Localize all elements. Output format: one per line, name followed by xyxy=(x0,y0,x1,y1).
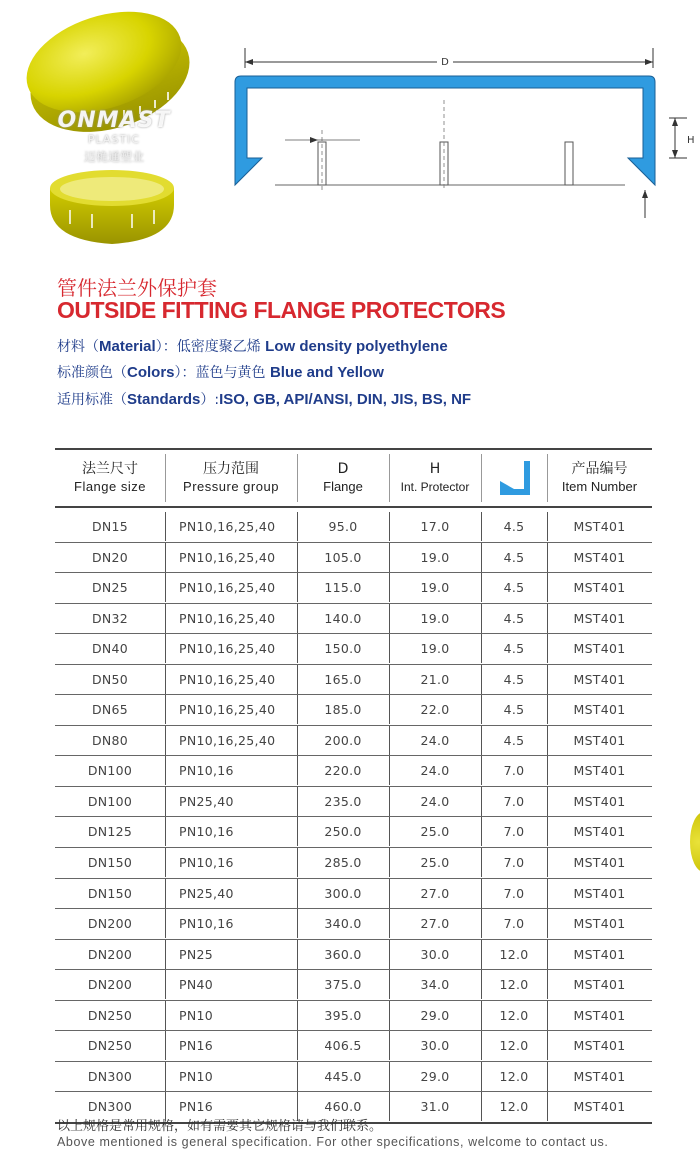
cell-divider xyxy=(481,726,482,755)
cell-divider xyxy=(547,1001,548,1030)
header-en: Flange xyxy=(323,479,363,494)
cell-item-number: MST401 xyxy=(573,763,626,779)
cell-divider xyxy=(547,665,548,694)
cell-divider xyxy=(297,665,298,694)
dimension-h-label: H xyxy=(687,135,695,146)
cell-thickness: 7.0 xyxy=(503,885,525,901)
cell-divider xyxy=(389,573,390,602)
cell-h: 34.0 xyxy=(420,977,450,993)
cell-flange-size: DN100 xyxy=(87,763,133,779)
cell-divider xyxy=(481,695,482,724)
cell-pressure-group: PN25,40 xyxy=(179,793,234,809)
cell-divider xyxy=(547,573,548,602)
cell-flange-size: DN300 xyxy=(87,1068,133,1084)
cell-divider xyxy=(547,940,548,969)
cell-divider xyxy=(389,512,390,541)
cell-pressure-group: PN25,40 xyxy=(179,885,234,901)
cell-divider xyxy=(165,695,166,724)
header-cn: 压力范围 xyxy=(203,461,259,477)
table-row xyxy=(55,726,652,757)
spec-colors-prefix: 标准颜色 xyxy=(57,365,113,381)
cell-divider xyxy=(389,940,390,969)
cell-divider xyxy=(297,1031,298,1060)
brand-cn: 迈桅通塑业 xyxy=(83,150,144,164)
cell-divider xyxy=(165,634,166,663)
cell-h: 24.0 xyxy=(420,793,450,809)
table-row xyxy=(55,1001,652,1032)
cell-thickness: 4.5 xyxy=(503,671,525,687)
cell-divider xyxy=(165,970,166,999)
cell-divider xyxy=(481,634,482,663)
spec-table xyxy=(55,448,652,1124)
cell-divider xyxy=(297,817,298,846)
cell-d: 150.0 xyxy=(324,641,362,657)
cell-flange-size: DN65 xyxy=(91,702,129,718)
cell-flange-size: DN200 xyxy=(87,977,133,993)
cell-divider xyxy=(481,543,482,572)
cell-thickness: 4.5 xyxy=(503,641,525,657)
cell-pressure-group: PN10 xyxy=(179,1007,213,1023)
cell-divider xyxy=(389,1092,390,1121)
cell-thickness: 12.0 xyxy=(499,1068,529,1084)
cell-divider xyxy=(389,848,390,877)
cell-h: 30.0 xyxy=(420,1038,450,1054)
cell-d: 300.0 xyxy=(324,885,362,901)
cell-h: 25.0 xyxy=(420,855,450,871)
cell-divider xyxy=(547,726,548,755)
cell-divider xyxy=(297,1062,298,1091)
cell-item-number: MST401 xyxy=(573,641,626,657)
header-pressure-group xyxy=(165,450,297,506)
cell-flange-size: DN20 xyxy=(91,549,129,565)
table-row xyxy=(55,940,652,971)
cell-item-number: MST401 xyxy=(573,519,626,534)
cell-thickness: 7.0 xyxy=(503,763,525,779)
cell-divider xyxy=(547,604,548,633)
cell-d: 395.0 xyxy=(324,1007,362,1023)
cell-item-number: MST401 xyxy=(573,1099,626,1115)
cell-item-number: MST401 xyxy=(573,885,626,901)
cell-item-number: MST401 xyxy=(573,702,626,718)
header-flange-size xyxy=(55,450,165,506)
spec-colors: 标准颜色（Colors）：蓝色与黄色 Blue and Yellow xyxy=(57,364,384,381)
table-row xyxy=(55,1062,652,1093)
cell-divider xyxy=(389,970,390,999)
cell-divider xyxy=(481,665,482,694)
cell-divider xyxy=(547,879,548,908)
cell-d: 220.0 xyxy=(324,763,362,779)
cell-divider xyxy=(481,604,482,633)
header-cn: 产品编号 xyxy=(571,461,628,477)
cell-divider xyxy=(165,848,166,877)
cell-divider xyxy=(165,879,166,908)
cell-item-number: MST401 xyxy=(573,824,626,840)
cell-item-number: MST401 xyxy=(573,977,626,993)
cell-pressure-group: PN10,16,25,40 xyxy=(179,549,276,565)
cell-divider xyxy=(481,1031,482,1060)
cell-thickness: 4.5 xyxy=(503,702,525,718)
cell-thickness: 12.0 xyxy=(499,1099,529,1115)
cell-item-number: MST401 xyxy=(573,671,626,687)
cell-d: 115.0 xyxy=(324,580,362,596)
cell-divider xyxy=(165,909,166,938)
cell-divider xyxy=(547,634,548,663)
cell-d: 460.0 xyxy=(324,1099,362,1115)
cell-flange-size: DN125 xyxy=(87,824,133,840)
cell-flange-size: DN50 xyxy=(91,671,129,687)
cell-divider xyxy=(165,1062,166,1091)
table-row xyxy=(55,970,652,1001)
cell-flange-size: DN25 xyxy=(91,580,129,596)
cell-item-number: MST401 xyxy=(573,1007,626,1023)
cell-divider xyxy=(547,543,548,572)
cell-d: 445.0 xyxy=(324,1068,362,1084)
cell-d: 200.0 xyxy=(324,732,362,748)
cell-divider xyxy=(165,665,166,694)
cell-divider xyxy=(389,817,390,846)
cell-divider xyxy=(481,756,482,785)
spec-material-label: Material xyxy=(99,338,156,355)
spec-colors-cn: 蓝色与黄色 xyxy=(195,365,266,381)
cell-pressure-group: PN10 xyxy=(179,1068,213,1084)
cell-flange-size: DN40 xyxy=(91,641,129,657)
cell-flange-size: DN150 xyxy=(87,885,133,901)
cell-h: 19.0 xyxy=(420,580,450,596)
cell-h: 25.0 xyxy=(420,824,450,840)
table-row xyxy=(55,695,652,726)
cell-d: 375.0 xyxy=(324,977,362,993)
spec-colors-label: Colors xyxy=(127,364,175,381)
cell-pressure-group: PN10,16 xyxy=(179,824,234,840)
brand-logo: ONMAST xyxy=(57,108,171,133)
cell-item-number: MST401 xyxy=(573,855,626,871)
cell-divider xyxy=(165,817,166,846)
cell-thickness: 7.0 xyxy=(503,824,525,840)
cell-divider xyxy=(165,512,166,541)
cell-h: 22.0 xyxy=(420,702,450,718)
cell-divider xyxy=(297,940,298,969)
cell-h: 24.0 xyxy=(420,763,450,779)
cap-bottom-icon xyxy=(50,170,174,244)
cell-h: 21.0 xyxy=(420,671,450,687)
brand-subtitle: PLASTIC xyxy=(87,133,141,146)
header-item-number xyxy=(547,450,652,506)
cell-divider xyxy=(481,573,482,602)
cell-divider xyxy=(547,695,548,724)
cell-divider xyxy=(297,756,298,785)
cell-pressure-group: PN10,16,25,40 xyxy=(179,702,276,718)
dimension-d-label: D xyxy=(441,57,449,68)
cell-divider xyxy=(481,940,482,969)
cell-thickness: 7.0 xyxy=(503,855,525,871)
cell-divider xyxy=(481,512,482,541)
cell-divider xyxy=(297,970,298,999)
cell-thickness: 7.0 xyxy=(503,793,525,809)
cell-divider xyxy=(481,817,482,846)
cell-d: 285.0 xyxy=(324,855,362,871)
yellow-cap-edge-icon xyxy=(690,812,700,872)
cell-divider xyxy=(547,787,548,816)
cell-thickness: 12.0 xyxy=(499,946,529,962)
cell-divider xyxy=(297,848,298,877)
footer-en: Above mentioned is general specification. For other specifications, welcome to contact us. xyxy=(57,1135,609,1149)
cell-divider xyxy=(389,1031,390,1060)
cell-divider xyxy=(481,879,482,908)
cell-d: 140.0 xyxy=(324,610,362,626)
cell-thickness: 4.5 xyxy=(503,519,525,534)
cell-item-number: MST401 xyxy=(573,793,626,809)
cell-pressure-group: PN10,16 xyxy=(179,763,234,779)
cell-divider xyxy=(297,634,298,663)
cell-divider xyxy=(165,573,166,602)
cell-item-number: MST401 xyxy=(573,549,626,565)
cell-d: 406.5 xyxy=(324,1038,362,1054)
cell-divider xyxy=(481,970,482,999)
cell-item-number: MST401 xyxy=(573,1068,626,1084)
cell-d: 165.0 xyxy=(324,671,362,687)
cell-divider xyxy=(389,909,390,938)
cell-divider xyxy=(389,695,390,724)
cell-pressure-group: PN10,16 xyxy=(179,855,234,871)
table-row xyxy=(55,1031,652,1062)
header-cn: 法兰尺寸 xyxy=(82,461,138,477)
cell-divider xyxy=(389,1062,390,1091)
protector-diagram xyxy=(225,40,700,230)
cell-divider xyxy=(481,787,482,816)
cell-pressure-group: PN10,16,25,40 xyxy=(179,641,276,657)
cell-divider xyxy=(165,940,166,969)
spec-material: 材料（Material）：低密度聚乙烯 Low density polyethylene xyxy=(57,338,448,355)
cell-divider xyxy=(389,1001,390,1030)
cell-pressure-group: PN10,16,25,40 xyxy=(179,519,276,534)
table-row xyxy=(55,604,652,635)
header-cn: H xyxy=(429,461,441,477)
cell-flange-size: DN200 xyxy=(87,946,133,962)
cell-divider xyxy=(297,879,298,908)
cell-divider xyxy=(547,970,548,999)
cell-d: 105.0 xyxy=(324,549,362,565)
table-row xyxy=(55,665,652,696)
spec-standards: 适用标准（Standards）:ISO, GB, API/ANSI, DIN, JIS, BS, NF xyxy=(57,391,472,408)
cell-thickness: 4.5 xyxy=(503,610,525,626)
cell-thickness: 7.0 xyxy=(503,916,525,932)
table-body xyxy=(55,508,652,1124)
spec-standards-value: ISO, GB, API/ANSI, DIN, JIS, BS, NF xyxy=(219,391,472,408)
cell-flange-size: DN300 xyxy=(87,1099,133,1115)
cell-thickness: 12.0 xyxy=(499,1038,529,1054)
cell-divider xyxy=(547,756,548,785)
header-cn: D xyxy=(337,461,349,477)
cell-divider xyxy=(297,573,298,602)
cell-d: 360.0 xyxy=(324,946,362,962)
table-row xyxy=(55,909,652,940)
cell-divider xyxy=(389,787,390,816)
cell-divider xyxy=(547,909,548,938)
cell-divider xyxy=(165,756,166,785)
cell-pressure-group: PN16 xyxy=(179,1038,213,1054)
cell-h: 30.0 xyxy=(420,946,450,962)
cell-d: 185.0 xyxy=(324,702,362,718)
header-thickness xyxy=(481,450,547,506)
cell-h: 27.0 xyxy=(420,916,450,932)
cell-divider xyxy=(389,634,390,663)
cell-divider xyxy=(297,1001,298,1030)
table-header xyxy=(55,448,652,508)
thickness-profile-icon xyxy=(496,459,532,497)
cell-divider xyxy=(389,879,390,908)
cell-pressure-group: PN10,16,25,40 xyxy=(179,610,276,626)
table-row xyxy=(55,879,652,910)
cell-pressure-group: PN10,16,25,40 xyxy=(179,671,276,687)
spec-standards-prefix: 适用标准 xyxy=(57,392,113,408)
cell-divider xyxy=(165,543,166,572)
cell-item-number: MST401 xyxy=(573,1038,626,1054)
cell-h: 19.0 xyxy=(420,549,450,565)
cell-flange-size: DN200 xyxy=(87,916,133,932)
cell-divider xyxy=(297,909,298,938)
table-row xyxy=(55,573,652,604)
cell-pressure-group: PN10,16,25,40 xyxy=(179,732,276,748)
cell-pressure-group: PN10,16,25,40 xyxy=(179,580,276,596)
cell-thickness: 12.0 xyxy=(499,1007,529,1023)
cell-h: 29.0 xyxy=(420,1007,450,1023)
cell-pressure-group: PN40 xyxy=(179,977,213,993)
cell-d: 340.0 xyxy=(324,916,362,932)
cell-divider xyxy=(481,909,482,938)
header-h xyxy=(389,450,481,506)
cell-pressure-group: PN25 xyxy=(179,946,213,962)
header-d xyxy=(297,450,389,506)
cell-item-number: MST401 xyxy=(573,916,626,932)
cell-divider xyxy=(297,604,298,633)
cell-divider xyxy=(297,695,298,724)
cell-flange-size: DN250 xyxy=(87,1038,133,1054)
cell-h: 27.0 xyxy=(420,885,450,901)
cell-divider xyxy=(165,726,166,755)
cell-flange-size: DN80 xyxy=(91,732,129,748)
cell-divider xyxy=(165,1031,166,1060)
spec-standards-label: Standards xyxy=(127,391,201,408)
header-en: Int. Protector xyxy=(400,480,470,494)
cell-divider xyxy=(165,604,166,633)
cell-divider xyxy=(389,543,390,572)
cell-divider xyxy=(481,1001,482,1030)
table-row xyxy=(55,634,652,665)
cell-divider xyxy=(297,543,298,572)
cell-divider xyxy=(481,1062,482,1091)
cell-thickness: 4.5 xyxy=(503,580,525,596)
cell-divider xyxy=(547,848,548,877)
table-row xyxy=(55,787,652,818)
cell-pressure-group: PN10,16 xyxy=(179,916,234,932)
cell-divider xyxy=(389,726,390,755)
cell-divider xyxy=(297,787,298,816)
cell-flange-size: DN32 xyxy=(91,610,129,626)
cell-divider xyxy=(389,604,390,633)
title-en: OUTSIDE FITTING FLANGE PROTECTORS xyxy=(57,297,506,323)
table-row xyxy=(55,756,652,787)
title-cn: 管件法兰外保护套 xyxy=(57,276,217,300)
cell-d: 250.0 xyxy=(324,824,362,840)
cell-item-number: MST401 xyxy=(573,610,626,626)
cell-divider xyxy=(481,848,482,877)
cell-divider xyxy=(389,756,390,785)
cell-thickness: 4.5 xyxy=(503,732,525,748)
table-row xyxy=(55,512,652,543)
cell-divider xyxy=(165,1001,166,1030)
cell-item-number: MST401 xyxy=(573,580,626,596)
cell-d: 235.0 xyxy=(324,793,362,809)
cell-divider xyxy=(547,512,548,541)
cell-thickness: 12.0 xyxy=(499,977,529,993)
table-row xyxy=(55,848,652,879)
cell-h: 17.0 xyxy=(420,519,450,534)
cell-divider xyxy=(389,665,390,694)
cell-divider xyxy=(297,512,298,541)
cell-flange-size: DN100 xyxy=(87,793,133,809)
cell-h: 29.0 xyxy=(420,1068,450,1084)
header-en: Item Number xyxy=(561,479,638,494)
footer-cn: 以上规格是常用规格，如有需要其它规格请与我们联系。 xyxy=(57,1119,383,1134)
cell-h: 24.0 xyxy=(420,732,450,748)
table-row xyxy=(55,817,652,848)
cell-divider xyxy=(165,787,166,816)
cell-flange-size: DN15 xyxy=(91,519,129,534)
spec-material-cn: 低密度聚乙烯 xyxy=(176,339,261,355)
cell-divider xyxy=(547,1092,548,1121)
cell-pressure-group: PN16 xyxy=(179,1099,213,1115)
header-en: Flange size xyxy=(74,479,146,494)
cell-divider xyxy=(547,1062,548,1091)
spec-material-prefix: 材料 xyxy=(57,339,85,355)
cell-h: 31.0 xyxy=(420,1099,450,1115)
table-row xyxy=(55,543,652,574)
cell-h: 19.0 xyxy=(420,641,450,657)
cell-divider xyxy=(547,1031,548,1060)
cell-h: 19.0 xyxy=(420,610,450,626)
cell-divider xyxy=(297,726,298,755)
cell-item-number: MST401 xyxy=(573,946,626,962)
header-en: Pressure group xyxy=(183,479,279,494)
cell-d: 95.0 xyxy=(328,519,358,534)
spec-material-value: Low density polyethylene xyxy=(265,338,448,355)
cell-item-number: MST401 xyxy=(573,732,626,748)
cell-thickness: 4.5 xyxy=(503,549,525,565)
cell-flange-size: DN150 xyxy=(87,855,133,871)
cell-divider xyxy=(547,817,548,846)
cell-divider xyxy=(481,1092,482,1121)
spec-colors-value: Blue and Yellow xyxy=(269,364,384,381)
cell-flange-size: DN250 xyxy=(87,1007,133,1023)
